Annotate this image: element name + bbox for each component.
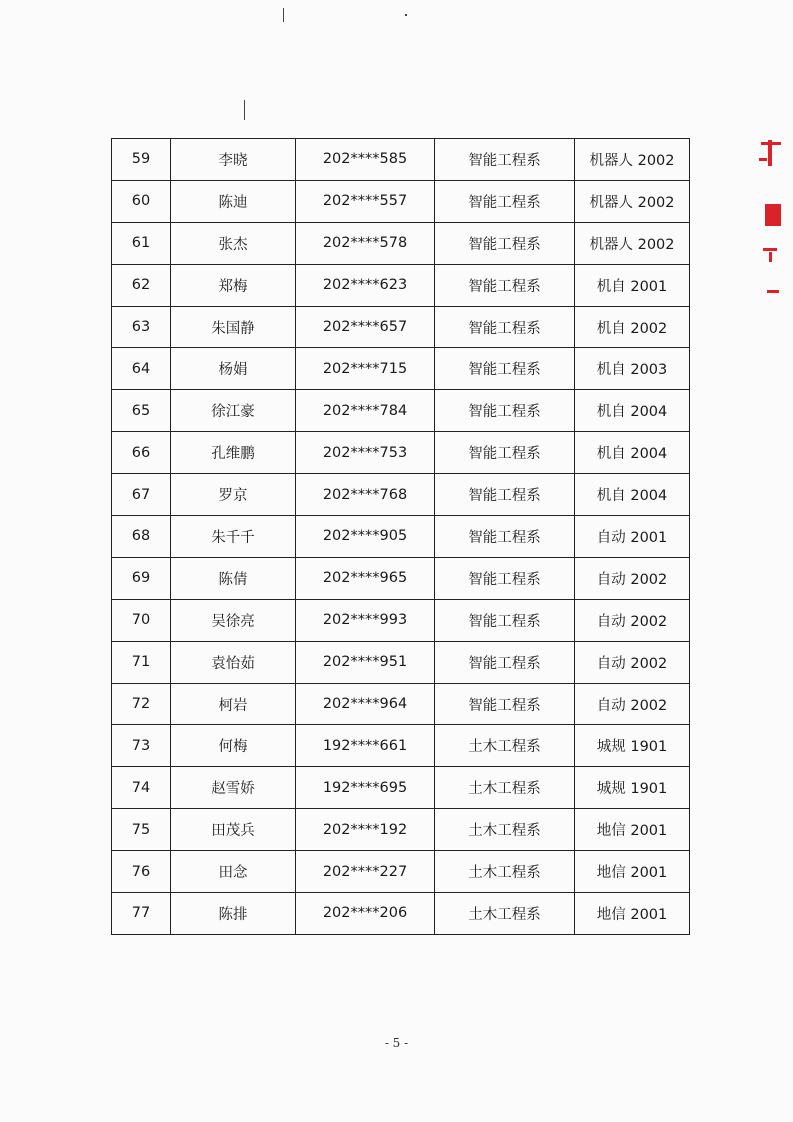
name-cell: 张杰 xyxy=(171,222,296,264)
student-id-cell: 202****206 xyxy=(296,893,435,935)
row-number-cell: 69 xyxy=(112,557,171,599)
table-row xyxy=(112,139,690,181)
table-row xyxy=(112,516,690,558)
department-cell: 智能工程系 xyxy=(435,222,575,264)
row-number-cell: 71 xyxy=(112,641,171,683)
table-row xyxy=(112,809,690,851)
department-cell: 智能工程系 xyxy=(435,139,575,181)
class-cell: 机自 2003 xyxy=(575,348,690,390)
name-cell: 柯岩 xyxy=(171,683,296,725)
name-cell: 田念 xyxy=(171,851,296,893)
student-id-cell: 202****965 xyxy=(296,557,435,599)
department-cell: 智能工程系 xyxy=(435,306,575,348)
scan-artifact xyxy=(405,14,407,16)
table-row xyxy=(112,306,690,348)
name-cell: 田茂兵 xyxy=(171,809,296,851)
name-cell: 赵雪娇 xyxy=(171,767,296,809)
class-cell: 地信 2001 xyxy=(575,809,690,851)
name-cell: 陈排 xyxy=(171,893,296,935)
class-cell: 机自 2002 xyxy=(575,306,690,348)
class-cell: 自动 2002 xyxy=(575,557,690,599)
table-row xyxy=(112,557,690,599)
class-cell: 自动 2001 xyxy=(575,516,690,558)
name-cell: 朱千千 xyxy=(171,516,296,558)
student-id-cell: 202****964 xyxy=(296,683,435,725)
class-cell: 机器人 2002 xyxy=(575,139,690,181)
name-cell: 李晓 xyxy=(171,139,296,181)
red-seal-edge xyxy=(759,140,785,300)
student-id-cell: 202****557 xyxy=(296,180,435,222)
department-cell: 智能工程系 xyxy=(435,516,575,558)
department-cell: 土木工程系 xyxy=(435,851,575,893)
table-row xyxy=(112,474,690,516)
class-cell: 自动 2002 xyxy=(575,683,690,725)
row-number-cell: 68 xyxy=(112,516,171,558)
department-cell: 土木工程系 xyxy=(435,767,575,809)
row-number-cell: 62 xyxy=(112,264,171,306)
student-table-body xyxy=(112,139,690,935)
department-cell: 智能工程系 xyxy=(435,641,575,683)
page-number: - 5 - xyxy=(384,1036,409,1050)
student-id-cell: 202****784 xyxy=(296,390,435,432)
class-cell: 地信 2001 xyxy=(575,851,690,893)
name-cell: 孔维鹏 xyxy=(171,432,296,474)
class-cell: 自动 2002 xyxy=(575,599,690,641)
table-row xyxy=(112,851,690,893)
scan-artifact xyxy=(283,8,284,22)
student-id-cell: 202****657 xyxy=(296,306,435,348)
department-cell: 智能工程系 xyxy=(435,348,575,390)
class-cell: 城规 1901 xyxy=(575,767,690,809)
class-cell: 机自 2004 xyxy=(575,474,690,516)
name-cell: 袁怡茹 xyxy=(171,641,296,683)
department-cell: 智能工程系 xyxy=(435,599,575,641)
scan-artifact xyxy=(244,100,245,120)
table-row xyxy=(112,432,690,474)
student-id-cell: 192****661 xyxy=(296,725,435,767)
row-number-cell: 70 xyxy=(112,599,171,641)
table-row xyxy=(112,264,690,306)
class-cell: 机自 2001 xyxy=(575,264,690,306)
department-cell: 智能工程系 xyxy=(435,390,575,432)
department-cell: 智能工程系 xyxy=(435,557,575,599)
name-cell: 朱国静 xyxy=(171,306,296,348)
department-cell: 土木工程系 xyxy=(435,893,575,935)
student-id-cell: 202****753 xyxy=(296,432,435,474)
row-number-cell: 74 xyxy=(112,767,171,809)
row-number-cell: 64 xyxy=(112,348,171,390)
student-id-cell: 202****227 xyxy=(296,851,435,893)
student-id-cell: 202****623 xyxy=(296,264,435,306)
name-cell: 郑梅 xyxy=(171,264,296,306)
table-row xyxy=(112,222,690,264)
name-cell: 吴徐亮 xyxy=(171,599,296,641)
name-cell: 徐江豪 xyxy=(171,390,296,432)
student-id-cell: 202****585 xyxy=(296,139,435,181)
class-cell: 城规 1901 xyxy=(575,725,690,767)
table-row xyxy=(112,893,690,935)
student-id-cell: 192****695 xyxy=(296,767,435,809)
department-cell: 智能工程系 xyxy=(435,432,575,474)
name-cell: 陈迪 xyxy=(171,180,296,222)
table-row xyxy=(112,725,690,767)
department-cell: 智能工程系 xyxy=(435,474,575,516)
name-cell: 杨娟 xyxy=(171,348,296,390)
row-number-cell: 72 xyxy=(112,683,171,725)
row-number-cell: 73 xyxy=(112,725,171,767)
student-id-cell: 202****951 xyxy=(296,641,435,683)
row-number-cell: 67 xyxy=(112,474,171,516)
row-number-cell: 65 xyxy=(112,390,171,432)
row-number-cell: 61 xyxy=(112,222,171,264)
department-cell: 土木工程系 xyxy=(435,725,575,767)
student-id-cell: 202****578 xyxy=(296,222,435,264)
table-row xyxy=(112,390,690,432)
department-cell: 智能工程系 xyxy=(435,683,575,725)
student-table xyxy=(111,138,690,935)
table-row xyxy=(112,767,690,809)
class-cell: 地信 2001 xyxy=(575,893,690,935)
row-number-cell: 60 xyxy=(112,180,171,222)
student-id-cell: 202****768 xyxy=(296,474,435,516)
table-row xyxy=(112,683,690,725)
name-cell: 陈倩 xyxy=(171,557,296,599)
name-cell: 罗京 xyxy=(171,474,296,516)
class-cell: 机自 2004 xyxy=(575,390,690,432)
row-number-cell: 63 xyxy=(112,306,171,348)
table-row xyxy=(112,180,690,222)
name-cell: 何梅 xyxy=(171,725,296,767)
row-number-cell: 76 xyxy=(112,851,171,893)
table-row xyxy=(112,641,690,683)
row-number-cell: 59 xyxy=(112,139,171,181)
class-cell: 机器人 2002 xyxy=(575,222,690,264)
department-cell: 土木工程系 xyxy=(435,809,575,851)
class-cell: 机自 2004 xyxy=(575,432,690,474)
row-number-cell: 75 xyxy=(112,809,171,851)
class-cell: 自动 2002 xyxy=(575,641,690,683)
class-cell: 机器人 2002 xyxy=(575,180,690,222)
table-row xyxy=(112,599,690,641)
department-cell: 智能工程系 xyxy=(435,264,575,306)
department-cell: 智能工程系 xyxy=(435,180,575,222)
row-number-cell: 66 xyxy=(112,432,171,474)
row-number-cell: 77 xyxy=(112,893,171,935)
student-id-cell: 202****715 xyxy=(296,348,435,390)
student-id-cell: 202****192 xyxy=(296,809,435,851)
table-row xyxy=(112,348,690,390)
student-id-cell: 202****993 xyxy=(296,599,435,641)
student-id-cell: 202****905 xyxy=(296,516,435,558)
